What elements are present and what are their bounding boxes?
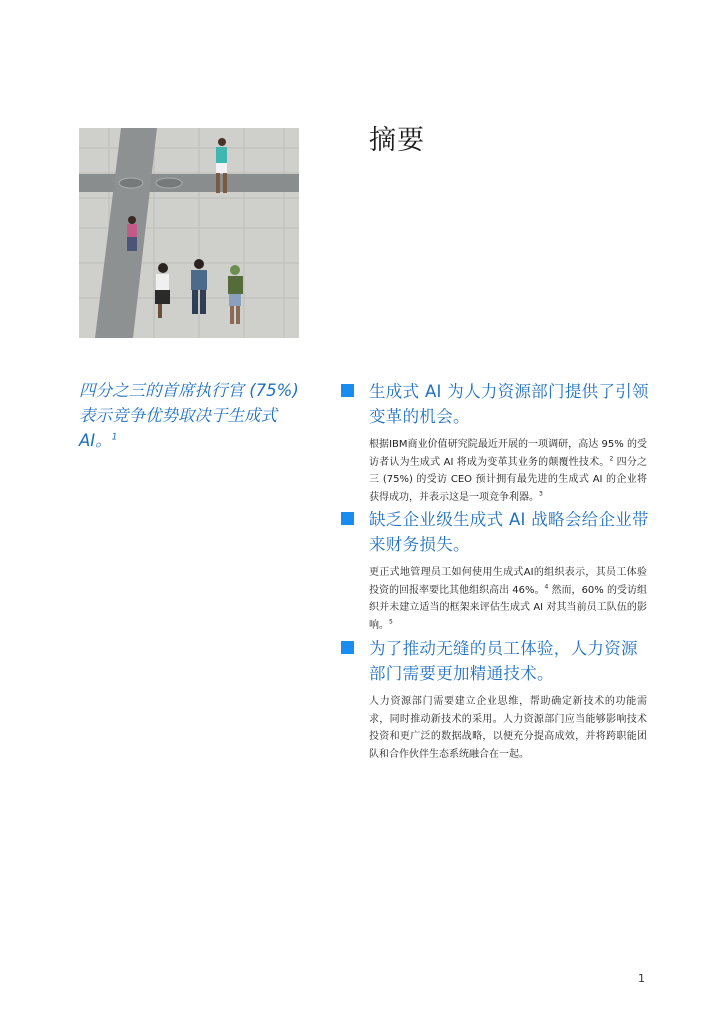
section-hr-tech bbox=[341, 636, 651, 763]
section-body bbox=[369, 436, 647, 506]
section-heading: 生成式 AI 为人力资源部门提供了引领变革的机会。 bbox=[369, 382, 649, 426]
pull-quote bbox=[79, 378, 311, 453]
body-text: 根据IBM商业价值研究院最近开展的一项调研，高达 95% 的受访者认为生成式 AI 将成为变革其业务的颠覆性技术。 bbox=[369, 439, 647, 468]
section-heading: 缺乏企业级生成式 AI 战略会给企业带来财务损失。 bbox=[369, 510, 649, 554]
square-bullet-icon bbox=[341, 641, 354, 654]
aerial-pedestrians-photo bbox=[79, 128, 299, 338]
page-title: 摘要 bbox=[369, 125, 425, 156]
section-body: 人力资源部门需要建立企业思维，帮助确定新技术的功能需求，同时推动新技术的采用。人力资源部门应当能够影响技术投资和更广泛的数据战略，以便充分提高成效，并将跨职能团队和合作伙伴生态系统融合在一起。 bbox=[369, 696, 647, 760]
square-bullet-icon bbox=[341, 512, 354, 525]
section-strategy-loss bbox=[341, 507, 651, 634]
body-text: 四分之三 (75%) 的受访 CEO 预计拥有最先进的生成式 AI 的企业将获得成功，并表示这是一项竞争利器。 bbox=[369, 456, 647, 503]
section-heading: 为了推动无缝的员工体验，人力资源部门需要更加精通技术。 bbox=[369, 639, 638, 683]
body-text: 更正式地管理员工如何使用生成式AI的组织表示，其员工体验投资的回报率要比其他组织高出 46%。 bbox=[369, 567, 647, 596]
footnote-ref: 4 bbox=[544, 583, 549, 591]
square-bullet-icon bbox=[341, 384, 354, 397]
pull-quote-text: 四分之三的首席执行官 (75%) 表示竞争优势取决于生成式 AI。 bbox=[79, 381, 299, 450]
page-number: 1 bbox=[638, 972, 645, 985]
pull-quote-footnote: 1 bbox=[111, 432, 118, 443]
footnote-ref: 3 bbox=[539, 490, 543, 498]
section-body bbox=[369, 564, 647, 634]
photo-illustration bbox=[79, 128, 299, 338]
body-text: 然而，60% 的受访组织并未建立适当的框架来评估生成式 AI 对其当前员工队伍的影响。 bbox=[369, 584, 647, 631]
footnote-ref: 2 bbox=[609, 455, 614, 463]
footnote-ref: 5 bbox=[389, 618, 393, 626]
section-genai-opportunity bbox=[341, 379, 651, 506]
